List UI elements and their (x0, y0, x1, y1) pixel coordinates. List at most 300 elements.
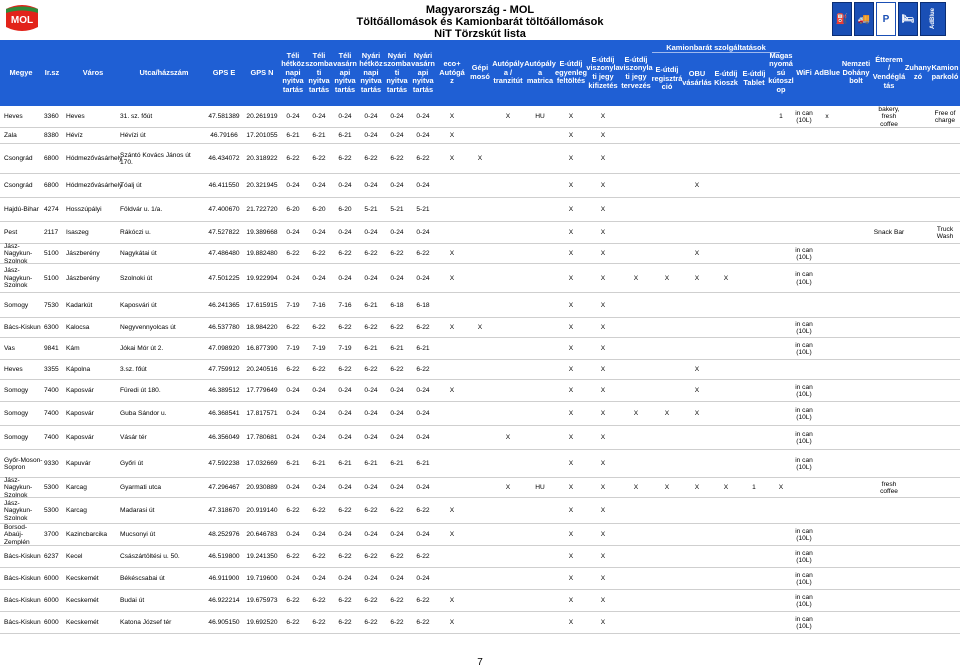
table-cell: 0-24 (364, 182, 378, 190)
table-cell: X (633, 410, 639, 418)
table-cell: X (568, 274, 574, 282)
table-cell: 6-21 (312, 460, 326, 468)
table-cell: 46.922214 (208, 597, 240, 605)
table-cell: 0-24 (286, 434, 300, 442)
table-cell: in can (10L) (795, 383, 813, 398)
table-cell: X (600, 229, 606, 237)
table-cell: 6-21 (364, 460, 378, 468)
table-cell: Jász- Nagykun- Szolnok (4, 267, 33, 290)
table-row (0, 128, 960, 144)
table-cell: 17.615915 (246, 301, 278, 309)
header-cell: E-útdíj regisztrá ció (651, 65, 683, 92)
table-cell: 6-22 (338, 250, 352, 258)
table-cell: X (449, 597, 455, 605)
table-cell: in can (10L) (795, 271, 813, 286)
table-cell: 7530 (44, 301, 59, 309)
table-cell: 6-22 (364, 507, 378, 515)
table-cell: 0-24 (286, 182, 300, 190)
table-cell: Hévíz (66, 132, 83, 140)
header-cell: Város (82, 67, 104, 77)
table-row (0, 293, 960, 318)
table-cell: in can (10L) (795, 109, 813, 124)
table-cell: 0-24 (364, 229, 378, 237)
title-line-3: NiT Törzskút lista (434, 28, 526, 40)
table-cell: 7-19 (286, 301, 300, 309)
table-cell: X (568, 301, 574, 309)
table-cell: 6-22 (286, 250, 300, 258)
table-cell: 20.240516 (246, 366, 278, 374)
table-row (0, 318, 960, 338)
table-cell: 20.318922 (246, 155, 278, 163)
table-cell: 6-22 (390, 366, 404, 374)
table-cell: X (600, 301, 606, 309)
table-cell: 9330 (44, 460, 59, 468)
table-cell: 46.911900 (208, 575, 240, 583)
header-cell: Nyári vasárn api nyitva tartás (411, 50, 435, 94)
table-cell: 48.252976 (208, 531, 240, 539)
table-cell: 3355 (44, 366, 59, 374)
table-cell: Jász- Nagykun- Szolnok (4, 476, 33, 499)
table-cell: 6-22 (416, 324, 430, 332)
table-cell: in can (10L) (795, 527, 813, 542)
table-cell: Pest (4, 229, 18, 237)
table-row (0, 546, 960, 568)
table-cell: X (568, 507, 574, 515)
table-cell: X (449, 507, 455, 515)
table-cell: X (694, 387, 700, 395)
table-cell: 46.537780 (208, 324, 240, 332)
table-cell: 6-22 (364, 597, 378, 605)
table-cell: X (723, 484, 729, 492)
table-cell: 6-22 (312, 366, 326, 374)
table-cell: Snack Bar (873, 229, 905, 237)
page-number: 7 (477, 657, 483, 667)
table-cell: 6-21 (390, 460, 404, 468)
table-cell: 3700 (44, 531, 59, 539)
table-cell: Hódmezővásárhely (66, 155, 123, 163)
table-cell: 0-24 (338, 229, 352, 237)
table-cell: Tóalj út (120, 182, 142, 190)
table-cell: X (449, 619, 455, 627)
table-cell: Kápolna (66, 366, 91, 374)
table-cell: X (723, 274, 729, 282)
table-cell: X (778, 484, 784, 492)
table-cell: Kecskemét (66, 575, 99, 583)
table-cell: 0-24 (286, 575, 300, 583)
parking-icon: P (876, 2, 896, 36)
title-line-1: Magyarország - MOL (425, 4, 535, 16)
table-cell: Békéscsabai út (120, 575, 165, 583)
table-cell: X (600, 507, 606, 515)
table-cell: in can (10L) (795, 615, 813, 630)
table-row (0, 498, 960, 524)
table-cell: 0-24 (364, 484, 378, 492)
table-cell: X (600, 434, 606, 442)
table-cell: X (477, 155, 483, 163)
table-row (0, 568, 960, 590)
table-cell: X (600, 531, 606, 539)
header-cell: Autópály a matrica (524, 59, 556, 86)
table-cell: 5-21 (390, 206, 404, 214)
table-cell: 0-24 (416, 575, 430, 583)
row-divider (0, 633, 960, 634)
table-cell: 9841 (44, 345, 59, 353)
table-cell: X (568, 460, 574, 468)
table-row (0, 244, 960, 264)
table-cell: X (449, 155, 455, 163)
table-cell: in can (10L) (795, 320, 813, 335)
table-cell: 6-22 (286, 324, 300, 332)
table-cell: 0-24 (416, 484, 430, 492)
header-cell: Utca/házszám (139, 67, 189, 77)
table-cell: 0-24 (390, 484, 404, 492)
table-cell: 6237 (44, 553, 59, 561)
header-cell: E-útdíj egyenleg feltöltés (554, 59, 588, 86)
header-cell: E-útdíj viszonyla ti jegy tervezés (619, 54, 653, 90)
table-cell: X (449, 113, 455, 121)
table-cell: Kalocsa (66, 324, 90, 332)
table-cell: Heves (4, 366, 23, 374)
table-cell: 6000 (44, 575, 59, 583)
table-cell: X (568, 387, 574, 395)
table-cell: 47.400670 (208, 206, 240, 214)
table-cell: 5100 (44, 250, 59, 258)
table-cell: X (600, 366, 606, 374)
table-cell: 0-24 (286, 387, 300, 395)
table-cell: 0-24 (338, 410, 352, 418)
table-cell: in can (10L) (795, 406, 813, 421)
table-cell: 19.692520 (246, 619, 278, 627)
table-cell: 6-22 (338, 155, 352, 163)
table-cell: 0-24 (364, 531, 378, 539)
table-cell: 0-24 (416, 229, 430, 237)
table-cell: 0-24 (312, 575, 326, 583)
table-cell: 6-22 (312, 597, 326, 605)
table-cell: X (449, 387, 455, 395)
table-cell: 0-24 (416, 132, 430, 140)
table-cell: Csongrád (4, 155, 33, 163)
header-cell: Téli szomba ti nyitva tartás (305, 50, 333, 94)
table-cell: 0-24 (312, 229, 326, 237)
service-icon-strip (832, 2, 946, 36)
table-cell: 7-16 (312, 301, 326, 309)
table-cell: X (694, 250, 700, 258)
table-cell: X (600, 345, 606, 353)
table-cell: 19.882480 (246, 250, 278, 258)
table-cell: 19.719600 (246, 575, 278, 583)
table-cell: Kaposvári út (120, 301, 157, 309)
table-cell: 0-24 (364, 113, 378, 121)
table-cell: 0-24 (390, 182, 404, 190)
table-cell: Kapuvár (66, 460, 91, 468)
table-cell: X (694, 182, 700, 190)
table-cell: X (568, 575, 574, 583)
table-cell: X (449, 132, 455, 140)
table-cell: X (568, 366, 574, 374)
table-cell: X (600, 597, 606, 605)
table-cell: 47.098920 (208, 345, 240, 353)
table-row (0, 264, 960, 293)
table-cell: Budai út (120, 597, 145, 605)
header-cell: Kamion parkoló (931, 63, 959, 81)
header-cell: Gépi mosó (470, 63, 490, 81)
table-cell: 0-24 (364, 387, 378, 395)
table-cell: X (568, 434, 574, 442)
table-cell: in can (10L) (795, 246, 813, 261)
table-cell: 46.368541 (208, 410, 240, 418)
table-cell: X (568, 553, 574, 561)
table-cell: 0-24 (364, 575, 378, 583)
table-cell: 0-24 (364, 132, 378, 140)
table-cell: 7-19 (338, 345, 352, 353)
table-cell: 20.930889 (246, 484, 278, 492)
table-cell: 17.201055 (246, 132, 278, 140)
table-row (0, 402, 960, 426)
table-cell: Somogy (4, 410, 29, 418)
table-cell: bakery, fresh coffee (878, 105, 900, 128)
header-cell: Nemzeti Dohány bolt (841, 59, 871, 86)
table-cell: Jókai Mór út 2. (120, 345, 164, 353)
table-cell: Somogy (4, 301, 29, 309)
table-cell: 0-24 (312, 113, 326, 121)
table-cell: 6-21 (286, 460, 300, 468)
header-cell: Autópály a / tranzitút (492, 59, 524, 86)
table-cell: Császártöltési u. 50. (120, 553, 180, 561)
table-cell: 6-22 (364, 324, 378, 332)
service-icon: ⛽ (832, 2, 852, 36)
table-cell: 0-24 (390, 410, 404, 418)
table-cell: 46.905150 (208, 619, 240, 627)
table-cell: 0-24 (364, 434, 378, 442)
table-row (0, 450, 960, 478)
table-cell: X (600, 410, 606, 418)
table-cell: 0-24 (390, 113, 404, 121)
table-cell: Hosszúpályi (66, 206, 102, 214)
header-cell: GPS N (250, 67, 274, 77)
table-cell: 5-21 (416, 206, 430, 214)
truck-services-group-label: Kamionbarát szolgáltatások (652, 43, 780, 53)
table-cell: 6800 (44, 155, 59, 163)
table-cell: Csongrád (4, 182, 33, 190)
table-cell: 6-22 (338, 553, 352, 561)
table-cell: 6-22 (416, 366, 430, 374)
table-cell: 6800 (44, 182, 59, 190)
table-cell: 47.759912 (208, 366, 240, 374)
table-cell: 46.241365 (208, 301, 240, 309)
table-cell: Szántó Kovács János út 170. (120, 151, 191, 166)
table-cell: 0-24 (338, 531, 352, 539)
table-cell: 6-22 (390, 597, 404, 605)
table-row (0, 524, 960, 546)
table-cell: 6-22 (364, 155, 378, 163)
table-cell: 0-24 (338, 434, 352, 442)
table-cell: Jászberény (66, 250, 100, 258)
table-cell: 6-22 (364, 553, 378, 561)
table-cell: 6-21 (364, 345, 378, 353)
table-cell: 46.356049 (208, 434, 240, 442)
header-cell: E-útdíj Tablet (742, 69, 766, 87)
table-cell: 0-24 (312, 387, 326, 395)
table-cell: X (694, 366, 700, 374)
table-cell: 5100 (44, 274, 59, 282)
table-cell: 31. sz. főút (120, 113, 153, 121)
header-cell: E-útdíj Kioszk (714, 69, 738, 87)
header-cell: eco+ Autógá z (439, 59, 465, 86)
table-cell: 6-22 (312, 155, 326, 163)
table-cell: 47.501225 (208, 274, 240, 282)
table-cell: X (600, 575, 606, 583)
table-cell: X (600, 460, 606, 468)
header-cell: E-útdíj viszonyla ti jegy kifizetés (586, 54, 620, 90)
table-cell: X (664, 274, 670, 282)
logo-text: MOL (10, 15, 34, 26)
table-cell: 6-22 (286, 553, 300, 561)
table-cell: Kaposvár (66, 387, 94, 395)
table-cell: X (600, 553, 606, 561)
table-cell: X (568, 113, 574, 121)
table-cell: 0-24 (286, 274, 300, 282)
table-cell: 0-24 (390, 575, 404, 583)
table-cell: X (568, 182, 574, 190)
table-row (0, 590, 960, 612)
table-cell: in can (10L) (795, 456, 813, 471)
table-cell: 0-24 (338, 274, 352, 282)
table-cell: 7400 (44, 434, 59, 442)
table-cell: Karcag (66, 484, 87, 492)
table-cell: 0-24 (390, 387, 404, 395)
table-cell: 0-24 (338, 484, 352, 492)
table-cell: Kazincbarcika (66, 531, 108, 539)
table-cell: X (600, 274, 606, 282)
table-cell: X (568, 531, 574, 539)
table-cell: Győri út (120, 460, 144, 468)
table-cell: X (568, 155, 574, 163)
table-cell: 6-22 (390, 324, 404, 332)
table-cell: 6-22 (390, 619, 404, 627)
table-cell: Kadarkút (66, 301, 93, 309)
table-cell: 7400 (44, 410, 59, 418)
table-cell: 6-22 (390, 553, 404, 561)
table-cell: 6-20 (338, 206, 352, 214)
table-cell: 0-24 (416, 434, 430, 442)
table-cell: 47.296467 (208, 484, 240, 492)
table-cell: 0-24 (338, 387, 352, 395)
table-cell: 0-24 (390, 531, 404, 539)
table-cell: X (694, 274, 700, 282)
table-cell: Jászberény (66, 274, 100, 282)
table-cell: 6-22 (286, 597, 300, 605)
header-cell: Megye (9, 67, 33, 77)
table-cell: Mucsonyi út (120, 531, 156, 539)
table-cell: Bács-Kiskun (4, 324, 41, 332)
table-cell: X (449, 250, 455, 258)
table-cell: 6-22 (390, 155, 404, 163)
bed-icon: 🛏 (898, 2, 918, 36)
table-cell: 6-22 (286, 507, 300, 515)
table-cell: 6-22 (312, 324, 326, 332)
table-cell: X (505, 113, 511, 121)
table-cell: 0-24 (338, 182, 352, 190)
table-cell: Hódmezővásárhely (66, 182, 123, 190)
table-cell: 6-22 (338, 324, 352, 332)
table-row (0, 478, 960, 498)
table-cell: 0-24 (416, 531, 430, 539)
table-cell: Karcag (66, 507, 87, 515)
table-cell: 17.032669 (246, 460, 278, 468)
table-cell: 19.922994 (246, 274, 278, 282)
table-cell: 0-24 (390, 229, 404, 237)
table-cell: 19.675973 (246, 597, 278, 605)
table-cell: 6-21 (416, 345, 430, 353)
table-cell: 6-22 (338, 366, 352, 374)
table-cell: Rákóczi u. (120, 229, 151, 237)
table-cell: 0-24 (286, 113, 300, 121)
header-cell: Téli hétköz napi nyitva tartás (281, 50, 305, 94)
table-cell: HU (535, 113, 545, 121)
header-cell: Téli vasárn api nyitva tartás (333, 50, 357, 94)
table-cell: 46.79166 (210, 132, 238, 140)
table-cell: 46.389512 (208, 387, 240, 395)
table-cell: 18.984220 (246, 324, 278, 332)
table-cell: 20.919140 (246, 507, 278, 515)
table-cell: X (600, 132, 606, 140)
table-cell: Füredi út 180. (120, 387, 161, 395)
table-cell: 0-24 (286, 531, 300, 539)
table-cell: 6-22 (312, 250, 326, 258)
table-row (0, 380, 960, 402)
table-cell: 0-24 (338, 113, 352, 121)
table-cell: 0-24 (390, 132, 404, 140)
table-cell: Borsod-Abaúj- Zemplén (4, 523, 30, 546)
table-cell: X (449, 531, 455, 539)
title-line-2: Töltőállomások és Kamionbarát töltőállomások (356, 16, 604, 28)
table-cell: X (600, 387, 606, 395)
table-cell: Somogy (4, 434, 29, 442)
table-cell: X (568, 484, 574, 492)
table-cell: Kecskemét (66, 619, 99, 627)
table-cell: 20.646783 (246, 531, 278, 539)
table-cell: 6-18 (416, 301, 430, 309)
table-cell: 0-24 (286, 484, 300, 492)
table-cell: X (568, 597, 574, 605)
table-cell: Nagykátai út (120, 250, 157, 258)
table-cell: 7400 (44, 387, 59, 395)
table-cell: X (600, 324, 606, 332)
table-cell: Zala (4, 132, 17, 140)
table-cell: X (633, 274, 639, 282)
header-cell: Zuhany zó (904, 63, 932, 81)
table-cell: Kám (66, 345, 80, 353)
table-cell: 6-22 (286, 155, 300, 163)
table-cell: 3360 (44, 113, 59, 121)
table-cell: 0-24 (312, 434, 326, 442)
table-cell: 2117 (44, 229, 59, 237)
table-cell: X (568, 206, 574, 214)
header-cell: OBU vásárlás (682, 69, 712, 87)
table-cell: X (477, 324, 483, 332)
table-cell: X (600, 250, 606, 258)
table-cell: 6-22 (312, 553, 326, 561)
table-cell: 47.486480 (208, 250, 240, 258)
table-cell: Kaposvár (66, 410, 94, 418)
table-cell: 0-24 (390, 434, 404, 442)
table-cell: X (568, 324, 574, 332)
table-cell: Negyvennyolcas út (120, 324, 176, 332)
table-cell: 0-24 (416, 387, 430, 395)
table-cell: X (664, 410, 670, 418)
table-cell: 6-22 (364, 250, 378, 258)
table-cell: X (505, 434, 511, 442)
